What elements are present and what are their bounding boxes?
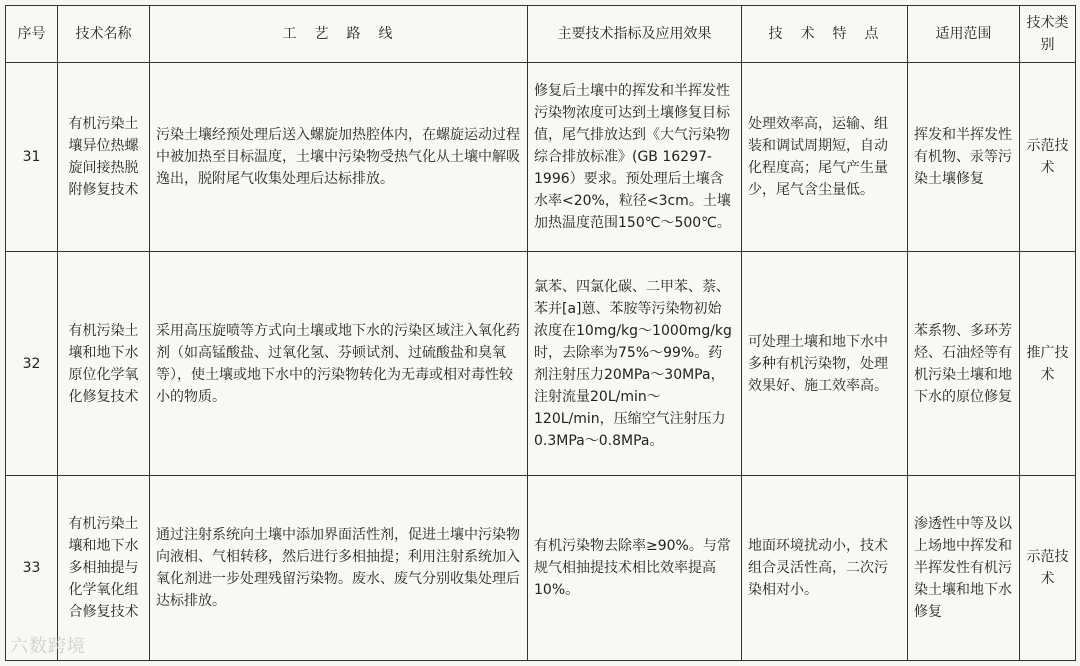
cell-index: 有机污染物去除率≥90%。与常规气相抽提技术相比效率提高10%。: [528, 476, 742, 661]
cell-feature: 地面环境扰动小，技术组合灵活性高，二次污染相对小。: [742, 476, 908, 661]
header-type: 技术类别: [1020, 6, 1076, 63]
cell-type: 示范技术: [1020, 63, 1076, 252]
header-feature: 技 术 特 点: [742, 6, 908, 63]
header-row: [6, 6, 1076, 63]
header-scope: 适用范围: [908, 6, 1020, 63]
header-name: 技术名称: [58, 6, 150, 63]
cell-num: 31: [6, 63, 58, 252]
cell-name: 有机污染土壤和地下水原位化学氧化修复技术: [58, 251, 150, 476]
cell-num: 32: [6, 251, 58, 476]
cell-route: 通过注射系统向土壤中添加界面活性剂，促进土壤中污染物向液相、气相转移，然后进行多相抽提；利用注射系统加入氧化剂进一步处理残留污染物。废水、废气分别收集处理后达标排放。: [150, 476, 528, 661]
cell-scope: 苯系物、多环芳烃、石油烃等有机污染土壤和地下水的原位修复: [908, 251, 1020, 476]
table-row: [6, 476, 1076, 661]
cell-type: 示范技术: [1020, 476, 1076, 661]
cell-feature: 处理效率高，运输、组装和调试周期短，自动化程度高；尾气产生量少，尾气含尘量低。: [742, 63, 908, 252]
cell-num: 33: [6, 476, 58, 661]
header-num: 序号: [6, 6, 58, 63]
cell-name: 有机污染土壤异位热螺旋间接热脱附修复技术: [58, 63, 150, 252]
header-route: 工 艺 路 线: [150, 6, 528, 63]
header-index: 主要技术指标及应用效果: [528, 6, 742, 63]
cell-name: 有机污染土壤和地下水多相抽提与化学氧化组合修复技术: [58, 476, 150, 661]
cell-scope: 挥发和半挥发性有机物、汞等污染土壤修复: [908, 63, 1020, 252]
cell-route: 污染土壤经预处理后送入螺旋加热腔体内，在螺旋运动过程中被加热至目标温度，土壤中污染物受热气化从土壤中解吸逸出，脱附尾气收集处理后达标排放。: [150, 63, 528, 252]
table-row: [6, 251, 1076, 476]
watermark: 六数跨境: [10, 636, 86, 657]
cell-route: 采用高压旋喷等方式向土壤或地下水的污染区域注入氧化药剂（如高锰酸盐、过氧化氢、芬顿试剂、过硫酸盐和臭氧等），使土壤或地下水中的污染物转化为无毒或相对毒性较小的物质。: [150, 251, 528, 476]
technology-table: [5, 5, 1076, 661]
cell-type: 推广技术: [1020, 251, 1076, 476]
cell-index: 氯苯、四氯化碳、二甲苯、萘、苯并[a]蒽、苯胺等污染物初始浓度在10mg/kg～1000mg/kg时，去除率为75%～99%。药剂注射压力20MPa～30MPa，注射流量20L/min～120L/min，压缩空气注射压力0.3MPa～0.8MPa。: [528, 251, 742, 476]
cell-scope: 渗透性中等及以上场地中挥发和半挥发性有机污染土壤和地下水修复: [908, 476, 1020, 661]
cell-feature: 可处理土壤和地下水中多种有机污染物，处理效果好、施工效率高。: [742, 251, 908, 476]
table-row: [6, 63, 1076, 252]
cell-index: 修复后土壤中的挥发和半挥发性污染物浓度可达到土壤修复目标值，尾气排放达到《大气污染物综合排放标准》(GB 16297-1996）要求。预处理后土壤含水率<20%，粒径<3cm。土壤加热温度范围150℃～500℃。: [528, 63, 742, 252]
